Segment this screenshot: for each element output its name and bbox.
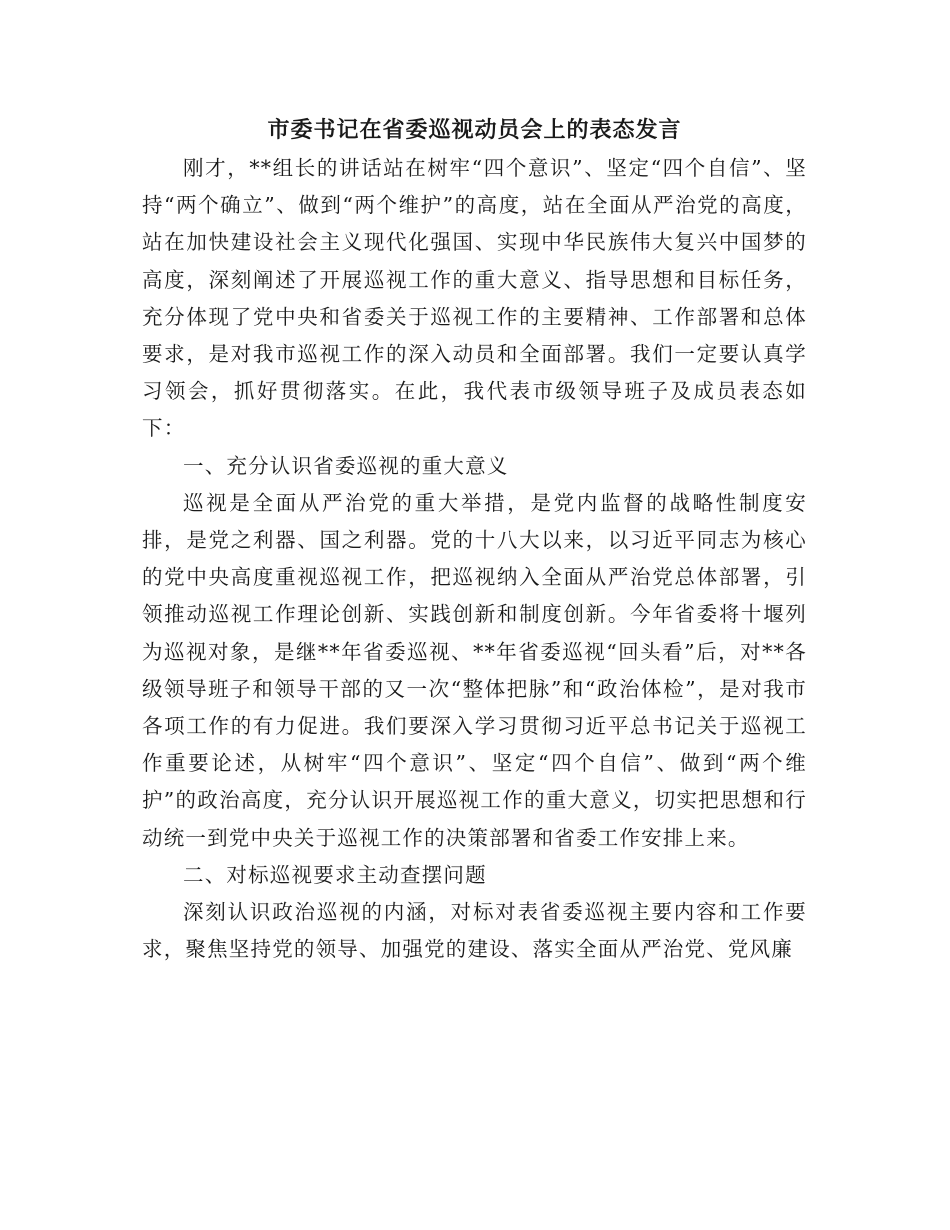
paragraph-section-1: 巡视是全面从严治党的重大举措，是党内监督的战略性制度安排，是党之利器、国之利器。党的十八大以来，以习近平同志为核心的党中央高度重视巡视工作，把巡视纳入全面从严治党总体部署，引领推动巡视工作理论创新、实践创新和制度创新。今年省委将十堰列为巡视对象，是继**年省委巡视、**年省委巡视“回头看”后，对**各级领导班子和领导干部的又一次“整体把脉”和“政治体检”，是对我市各项工作的有力促进。我们要深入学习贯彻习近平总书记关于巡视工作重要论述，从树牢“四个意识”、坚定“四个自信”、做到“两个维护”的政治高度，充分认识开展巡视工作的重大意义，切实把思想和行动统一到党中央关于巡视工作的决策部署和省委工作安排上来。 — [142, 490, 807, 850]
paragraph-intro: 刚才，**组长的讲话站在树牢“四个意识”、坚定“四个自信”、坚持“两个确立”、做到“两个维护”的高度，站在全面从严治党的高度，站在加快建设社会主义现代化强国、实现中华民族伟大复兴中国梦的高度，深刻阐述了开展巡视工作的重大意义、指导思想和目标任务，充分体现了党中央和省委关于巡视工作的主要精神、工作部署和总体要求，是对我市巡视工作的深入动员和全面部署。我们一定要认真学习领会，抓好贯彻落实。在此，我代表市级领导班子及成员表态如下： — [142, 156, 807, 441]
paragraph-section-2: 深刻认识政治巡视的内涵，对标对表省委巡视主要内容和工作要求，聚焦坚持党的领导、加强党的建设、落实全面从严治党、党风廉 — [142, 900, 807, 962]
document-body — [142, 150, 807, 968]
section-heading-1: 一、充分认识省委巡视的重大意义 — [183, 453, 509, 478]
document-title: 市委书记在省委巡视动员会上的表态发言 — [267, 117, 682, 143]
section-heading-2: 二、对标巡视要求主动查摆问题 — [183, 862, 487, 887]
